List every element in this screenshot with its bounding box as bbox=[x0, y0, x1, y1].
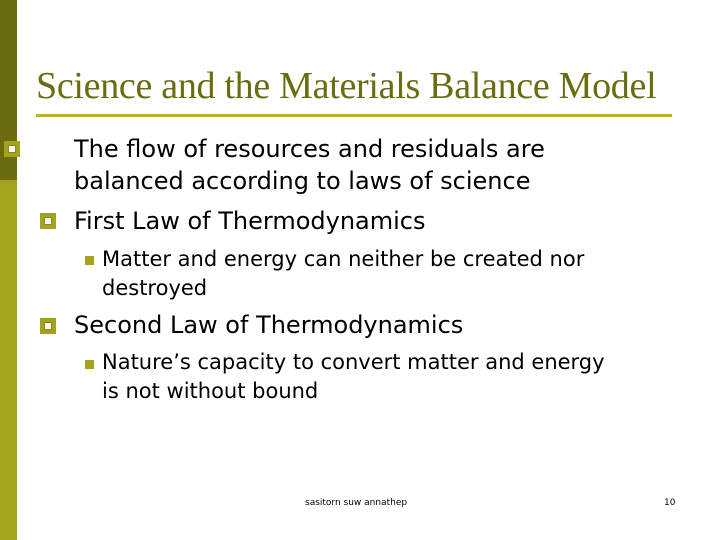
bullet-2-text: First Law of Thermodynamics bbox=[74, 207, 426, 235]
side-bar-light bbox=[0, 180, 17, 540]
bullet-1-line-2: balanced according to laws of science bbox=[74, 167, 531, 195]
title-underline bbox=[36, 114, 672, 117]
sub-bullet-2-line-1: Nature’s capacity to convert matter and energy bbox=[102, 350, 605, 374]
page-number: 10 bbox=[664, 498, 676, 508]
footer-author: sasitorn suw annathep bbox=[305, 498, 408, 508]
hollow-square-bullet-icon bbox=[40, 318, 56, 334]
filled-square-bullet-icon bbox=[85, 360, 94, 369]
bullet-1-line-1: The flow of resources and residuals are bbox=[74, 135, 545, 163]
slide-title: Science and the Materials Balance Model bbox=[36, 65, 657, 107]
sub-bullet-1-line-1: Matter and energy can neither be created nor bbox=[102, 247, 585, 271]
filled-square-bullet-icon bbox=[85, 256, 94, 265]
bullet-3-text: Second Law of Thermodynamics bbox=[74, 311, 464, 339]
hollow-square-bullet-icon bbox=[4, 141, 20, 157]
sub-bullet-1-line-2: destroyed bbox=[102, 276, 208, 300]
sub-bullet-2-line-2: is not without bound bbox=[102, 379, 319, 403]
hollow-square-bullet-icon bbox=[40, 213, 56, 229]
